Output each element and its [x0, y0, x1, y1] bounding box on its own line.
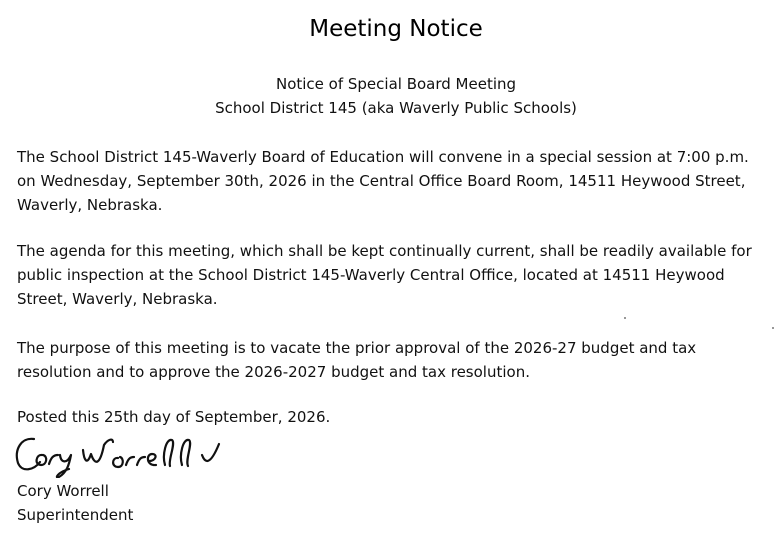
- signer-title: Superintendent: [17, 506, 134, 524]
- agenda-paragraph: The agenda for this meeting, which shall be kept continually current, shall be readily available for public inspection at the School District 145-Waverly Central Office, located at 14511 Heywood Street, Waverly, Nebraska.: [17, 242, 752, 308]
- handwritten-signature: [12, 430, 227, 478]
- purpose-paragraph: The purpose of this meeting is to vacate the prior approval of the 2026-27 budget and tax resolution and to approve the 2026-2027 budget and tax resolution.: [17, 339, 697, 381]
- notice-subtitle: Notice of Special Board Meeting: [275, 75, 517, 93]
- posted-date: Posted this 25th day of September, 2026.: [17, 408, 331, 426]
- scan-speck: [624, 317, 626, 319]
- district-name: School District 145 (aka Waverly Public Schools): [215, 99, 577, 117]
- meeting-details-paragraph: The School District 145-Waverly Board of Education will convene in a special session at 7:00 p.m. on Wednesday, September 30th, 2026 in the Central Office Board Room, 14511 Heywood Street, Waverly, Nebraska.: [17, 148, 749, 214]
- signer-name: Cory Worrell: [17, 482, 109, 500]
- document-title: Meeting Notice: [309, 16, 483, 42]
